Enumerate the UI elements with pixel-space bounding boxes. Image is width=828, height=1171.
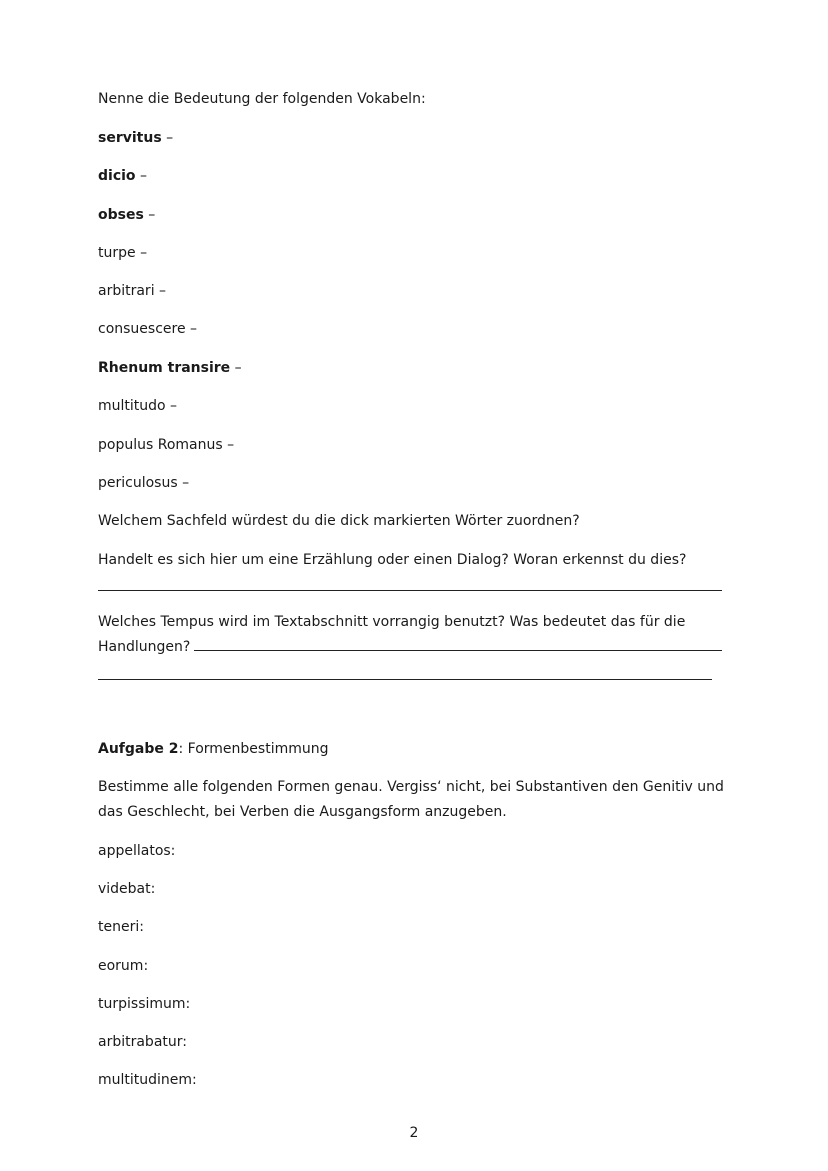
task2-heading	[98, 739, 329, 759]
vocab-word: multitudo	[98, 398, 166, 414]
form-item: multitudinem:	[98, 1072, 197, 1088]
form-item: appellatos:	[98, 843, 176, 859]
vocab-item	[98, 166, 147, 186]
vocab-item	[98, 358, 242, 378]
form-item: turpissimum:	[98, 996, 191, 1012]
vocab-word: consuescere	[98, 321, 186, 337]
page-number: 2	[409, 1125, 419, 1141]
question-tempus-cont	[98, 637, 722, 657]
vocab-dash: –	[161, 130, 174, 146]
vocab-word: Rhenum transire	[98, 360, 231, 376]
vocab-dash: –	[185, 321, 198, 337]
vocab-dash: –	[135, 168, 147, 184]
vocab-dash: –	[143, 207, 156, 223]
question-erzaehlung: Handelt es sich hier um eine Erzählung oder einen Dialog? Woran erkennst du dies?	[98, 552, 687, 568]
form-item: arbitrabatur:	[98, 1034, 187, 1050]
question-tempus: Welches Tempus wird im Textabschnitt vorrangig benutzt? Was bedeutet das für die	[98, 614, 686, 630]
question-sachfeld: Welchem Sachfeld würdest du die dick markierten Wörter zuordnen?	[98, 513, 580, 529]
vocab-instruction: Nenne die Bedeutung der folgenden Vokabeln:	[98, 91, 426, 107]
vocab-word: arbitrari	[98, 283, 155, 299]
vocab-dash: –	[230, 360, 242, 376]
task2-instruction: Bestimme alle folgenden Formen genau. Vergiss‘ nicht, bei Substantiven den Genitiv und	[98, 779, 724, 795]
form-item: videbat:	[98, 881, 156, 897]
task2-instruction-cont: das Geschlecht, bei Verben die Ausgangsform anzugeben.	[98, 804, 507, 820]
vocab-item	[98, 243, 147, 263]
vocab-item	[98, 319, 197, 339]
vocab-word: servitus	[98, 130, 162, 146]
vocab-item	[98, 281, 166, 301]
form-item: teneri:	[98, 919, 144, 935]
vocab-word: obses	[98, 207, 144, 223]
task2-label: Aufgabe 2	[98, 741, 179, 757]
vocab-word: dicio	[98, 168, 136, 184]
vocab-dash: –	[154, 283, 167, 299]
vocab-dash: –	[222, 437, 235, 453]
answer-line	[194, 650, 722, 651]
vocab-item	[98, 473, 189, 493]
vocab-dash: –	[135, 245, 148, 261]
vocab-dash: –	[177, 475, 190, 491]
vocab-dash: –	[165, 398, 178, 414]
answer-line	[98, 679, 712, 680]
vocab-item	[98, 205, 155, 225]
vocab-word: periculosus	[98, 475, 178, 491]
question-tempus-tail: Handlungen?	[98, 639, 191, 655]
vocab-item	[98, 128, 173, 148]
answer-line	[98, 590, 722, 591]
vocab-word: turpe	[98, 245, 136, 261]
task2-title: : Formenbestimmung	[178, 741, 329, 757]
vocab-item	[98, 396, 177, 416]
vocab-word: populus Romanus	[98, 437, 223, 453]
vocab-item	[98, 435, 234, 455]
form-item: eorum:	[98, 958, 149, 974]
